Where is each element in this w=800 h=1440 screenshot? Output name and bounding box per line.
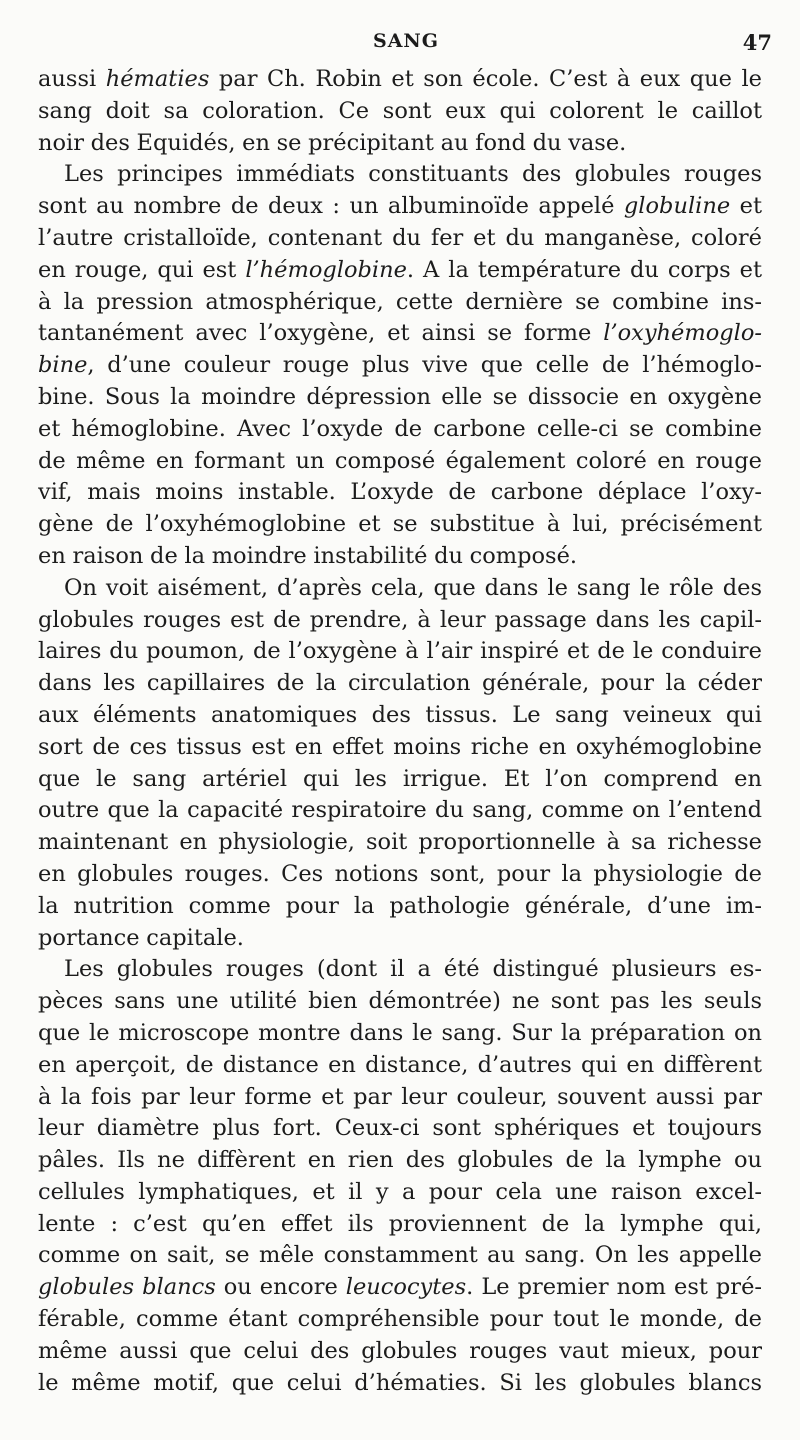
text-line <box>38 477 762 509</box>
text-line <box>38 795 762 827</box>
text-line <box>38 382 762 414</box>
page-number: 47 <box>742 30 772 55</box>
text-run: que le sang artériel qui les irrigue. Et l’on comprend en <box>38 765 762 792</box>
text-line <box>38 446 762 478</box>
text-run: ou encore <box>215 1274 346 1301</box>
text-run: aux éléments anatomiques des tissus. Le sang veineux qui <box>38 701 762 728</box>
text-run: Les globules rouges (dont il a été distingué plusieurs es- <box>64 956 762 983</box>
running-head <box>40 30 772 56</box>
italic-term: bine <box>38 352 88 379</box>
text-run: aussi <box>38 66 106 92</box>
text-run: noir des Equidés, en se précipitant au fond du vase. <box>38 129 627 156</box>
text-run: à la pression atmosphérique, cette dernière se combine ins- <box>38 288 762 315</box>
text-run: même aussi que celui des globules rouges vaut mieux, pour <box>38 1337 762 1364</box>
text-line <box>38 732 762 764</box>
text-line <box>38 827 762 859</box>
text-line <box>38 986 762 1018</box>
text-run: sang doit sa coloration. Ce sont eux qui colorent le caillot <box>38 97 762 124</box>
italic-term: globules blancs <box>38 1274 216 1301</box>
text-run: comme on sait, se mêle constamment au sang. On les appelle <box>38 1242 762 1269</box>
text-run: tantanément avec l’oxygène, et ainsi se forme <box>38 320 604 347</box>
italic-term: l’hémoglobine <box>245 256 407 283</box>
text-run: maintenant en physiologie, soit proportionnelle à sa richesse <box>38 829 762 856</box>
text-line <box>38 64 762 96</box>
text-run: globules rouges est de prendre, à leur passage dans les capil- <box>38 606 762 633</box>
text-run: outre que la capacité respiratoire du sang, comme on l’entend <box>38 797 762 824</box>
text-run: la nutrition comme pour la pathologie générale, d’une im- <box>38 892 762 919</box>
text-run: par Ch. Robin et son école. C’est à eux que le <box>209 66 762 92</box>
text-run: On voit aisément, d’après cela, que dans le sang le rôle des <box>64 574 762 601</box>
paragraph-2 <box>38 159 762 572</box>
text-run: férable, comme étant compréhensible pour tout le monde, de <box>38 1306 762 1333</box>
text-line <box>38 287 762 319</box>
text-line <box>38 923 762 955</box>
italic-term: hématies <box>105 66 210 92</box>
text-run: et hémoglobine. Avec l’oxyde de carbone celle-ci se combine <box>38 415 762 442</box>
italic-term: globuline <box>623 193 731 220</box>
text-line <box>38 700 762 732</box>
text-line <box>38 1240 762 1272</box>
text-line <box>38 605 762 637</box>
text-run: pèces sans une utilité bien démontrée) ne sont pas les seuls <box>38 988 762 1015</box>
text-line <box>38 764 762 796</box>
text-run: en raison de la moindre instabilité du composé. <box>38 542 578 569</box>
text-run: et <box>730 193 762 220</box>
text-run: . Le premier nom est pré- <box>466 1274 762 1301</box>
running-title: SANG <box>372 30 440 52</box>
text-run: , d’une couleur rouge plus vive que celle de l’hémoglo- <box>87 352 762 379</box>
text-run: pâles. Ils ne diffèrent en rien des globules de la lymphe ou <box>38 1147 762 1174</box>
text-line <box>38 1018 762 1050</box>
italic-term: leucocytes <box>345 1274 467 1301</box>
text-line <box>38 414 762 446</box>
text-run: en rouge, qui est <box>38 256 246 283</box>
text-line <box>38 954 762 986</box>
text-run: Les principes immédiats constituants des globules rouges <box>64 161 762 188</box>
text-run: . A la température du corps et <box>406 256 762 283</box>
italic-term: l’oxyhémoglo- <box>603 320 762 347</box>
text-line <box>38 573 762 605</box>
text-run: sort de ces tissus est en effet moins riche en oxyhémoglobine <box>38 733 762 760</box>
text-line <box>38 255 762 287</box>
text-line <box>38 1304 762 1336</box>
text-run: lente : c’est qu’en effet ils proviennent de la lymphe qui, <box>38 1210 762 1237</box>
text-line <box>38 509 762 541</box>
text-run: à la fois par leur forme et par leur couleur, souvent aussi par <box>38 1083 762 1110</box>
text-run: laires du poumon, de l’oxygène à l’air inspiré et de le conduire <box>38 638 762 665</box>
text-line <box>38 128 762 160</box>
text-run: portance capitale. <box>38 924 244 951</box>
text-run: que le microscope montre dans le sang. Sur la préparation on <box>38 1019 762 1046</box>
text-run: gène de l’oxyhémoglobine et se substitue à lui, précisément <box>38 511 762 538</box>
text-line <box>38 159 762 191</box>
text-line <box>38 1209 762 1241</box>
text-line <box>38 318 762 350</box>
text-line <box>38 350 762 382</box>
paragraph-3 <box>38 573 762 955</box>
text-line <box>38 859 762 891</box>
text-run: dans les capillaires de la circulation générale, pour la céder <box>38 670 762 697</box>
text-line <box>38 1177 762 1209</box>
text-line <box>38 668 762 700</box>
paragraph-4 <box>38 954 762 1399</box>
text-line <box>38 223 762 255</box>
text-run: en globules rouges. Ces notions sont, pour la physiologie de <box>38 860 762 887</box>
text-line <box>38 636 762 668</box>
paragraph-1 <box>38 64 762 159</box>
text-line <box>38 1368 762 1400</box>
text-line <box>38 891 762 923</box>
text-line <box>38 1336 762 1368</box>
text-run: leur diamètre plus fort. Ceux-ci sont sphériques et toujours <box>38 1115 762 1142</box>
text-run: le même motif, que celui d’hématies. Si les globules blancs <box>38 1369 762 1396</box>
text-line <box>38 1272 762 1304</box>
text-line <box>38 1082 762 1114</box>
text-run: de même en formant un composé également coloré en rouge <box>38 447 762 474</box>
body-text <box>38 64 762 1399</box>
text-line <box>38 1050 762 1082</box>
text-run: l’autre cristalloïde, contenant du fer et du manganèse, coloré <box>38 224 762 251</box>
text-line <box>38 96 762 128</box>
text-line <box>38 1145 762 1177</box>
text-line <box>38 191 762 223</box>
text-run: cellules lymphatiques, et il y a pour cela une raison excel- <box>38 1178 762 1205</box>
text-line <box>38 541 762 573</box>
text-run: vif, mais moins instable. L’oxyde de carbone déplace l’oxy- <box>38 479 762 506</box>
text-run: bine. Sous la moindre dépression elle se dissocie en oxygène <box>38 383 762 410</box>
text-line <box>38 1113 762 1145</box>
text-run: en aperçoit, de distance en distance, d’autres qui en diffèrent <box>38 1051 762 1078</box>
text-run: sont au nombre de deux : un albuminoïde appelé <box>38 193 624 220</box>
